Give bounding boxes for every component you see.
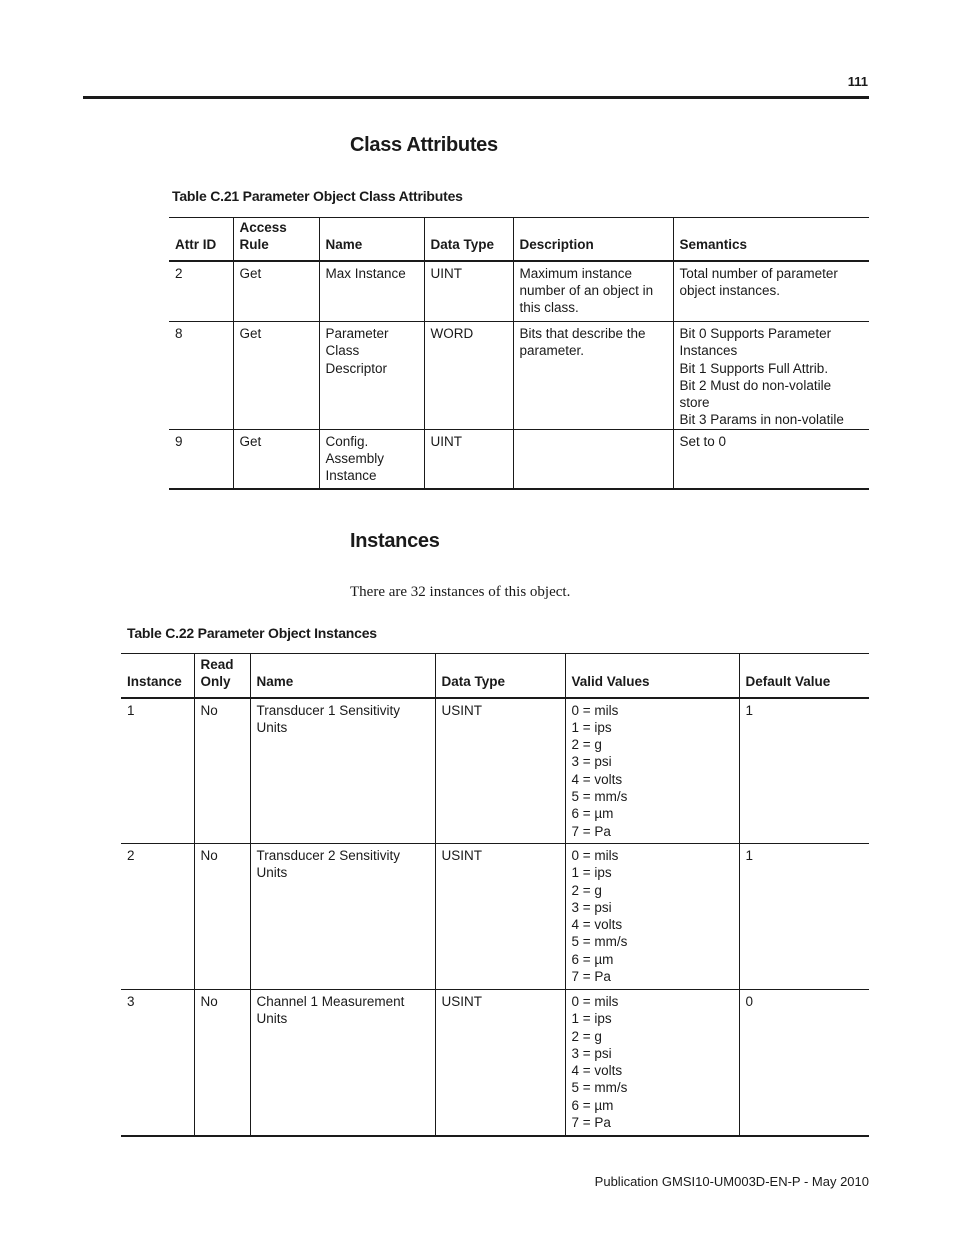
valid-value: 6 = µm bbox=[571, 951, 614, 967]
data-type-cell: USINT bbox=[435, 698, 565, 844]
name-cell: Config. Assembly Instance bbox=[319, 429, 424, 489]
header-cell: Read Only bbox=[194, 654, 250, 698]
semantics-line: Total number of parameter object instances. bbox=[679, 265, 838, 298]
table-row bbox=[121, 698, 869, 844]
description-cell: Bits that describe the parameter. bbox=[513, 322, 673, 430]
header-cell: Valid Values bbox=[565, 654, 739, 698]
valid-value: 5 = mm/s bbox=[571, 1080, 628, 1096]
read-only-cell: No bbox=[194, 698, 250, 844]
access-rule-cell: Get bbox=[233, 322, 319, 430]
name-cell: Channel 1 Measurement Units bbox=[250, 990, 435, 1136]
class-attributes-heading: Class Attributes bbox=[350, 134, 498, 156]
valid-value: 0 = mils bbox=[571, 702, 619, 718]
valid-value: 1 = ips bbox=[571, 1011, 612, 1027]
attr-id-cell: 8 bbox=[175, 326, 183, 341]
valid-values-cell bbox=[565, 698, 739, 844]
instances-table bbox=[121, 653, 869, 1137]
valid-values-cell bbox=[565, 990, 739, 1136]
table-header-row bbox=[169, 218, 869, 261]
instance-cell: 1 bbox=[127, 702, 135, 718]
table-c22-caption: Table C.22 Parameter Object Instances bbox=[127, 625, 377, 641]
valid-value: 7 = Pa bbox=[571, 969, 611, 985]
description-cell bbox=[513, 429, 673, 489]
header-cell: Default Value bbox=[739, 654, 869, 698]
valid-value: 4 = volts bbox=[571, 771, 623, 787]
data-type-cell: UINT bbox=[424, 429, 513, 489]
header-cell: Attr ID bbox=[175, 237, 217, 253]
semantics-line: Bit 1 Supports Full Attrib. bbox=[679, 360, 829, 376]
valid-value: 7 = Pa bbox=[571, 823, 611, 839]
name-cell: Transducer 2 Sensitivity Units bbox=[250, 844, 435, 990]
name-cell: Parameter Class Descriptor bbox=[319, 322, 424, 430]
valid-values-cell bbox=[565, 844, 739, 990]
valid-value: 7 = Pa bbox=[571, 1115, 611, 1131]
attr-id-cell: 2 bbox=[175, 265, 183, 281]
valid-value: 4 = volts bbox=[571, 917, 623, 933]
default-value-cell: 0 bbox=[739, 990, 869, 1136]
data-type-cell: WORD bbox=[424, 322, 513, 430]
read-only-cell: No bbox=[194, 844, 250, 990]
access-rule-cell: Get bbox=[233, 429, 319, 489]
semantics-line: Bit 0 Supports Parameter Instances bbox=[679, 326, 832, 359]
data-type-cell: USINT bbox=[435, 844, 565, 990]
table-c21-caption: Table C.21 Parameter Object Class Attributes bbox=[172, 188, 463, 204]
header-cell: Name bbox=[319, 218, 424, 261]
valid-value: 5 = mm/s bbox=[571, 788, 628, 804]
table-header-row bbox=[121, 654, 869, 698]
valid-value: 1 = ips bbox=[571, 865, 612, 881]
header-cell: Data Type bbox=[435, 654, 565, 698]
description-cell: Maximum instance number of an object in this class. bbox=[513, 261, 673, 322]
valid-value: 0 = mils bbox=[571, 848, 619, 863]
instance-cell: 2 bbox=[127, 848, 135, 863]
valid-value: 4 = volts bbox=[571, 1063, 623, 1079]
semantics-cell bbox=[673, 429, 869, 489]
semantics-line: Bit 3 Params in non-volatile bbox=[679, 412, 844, 428]
header-cell: Access Rule bbox=[233, 218, 319, 261]
valid-value: 2 = g bbox=[571, 737, 602, 753]
header-cell: Semantics bbox=[673, 218, 869, 261]
table-row bbox=[169, 261, 869, 322]
header-cell: Name bbox=[250, 654, 435, 698]
publication-footer: Publication GMSI10-UM003D-EN-P - May 2010 bbox=[594, 1174, 869, 1189]
valid-value: 3 = psi bbox=[571, 754, 612, 770]
valid-value: 6 = µm bbox=[571, 1097, 614, 1113]
valid-value: 5 = mm/s bbox=[571, 934, 628, 950]
default-value-cell: 1 bbox=[739, 698, 869, 844]
instance-cell: 3 bbox=[127, 994, 135, 1009]
valid-value: 2 = g bbox=[571, 882, 602, 898]
instances-intro-text: There are 32 instances of this object. bbox=[350, 584, 571, 600]
table-row bbox=[121, 844, 869, 990]
access-rule-cell: Get bbox=[233, 261, 319, 322]
semantics-cell bbox=[673, 261, 869, 322]
page-number: 111 bbox=[847, 74, 868, 89]
valid-value: 3 = psi bbox=[571, 1045, 612, 1061]
name-cell: Transducer 1 Sensitivity Units bbox=[250, 698, 435, 844]
semantics-line: Bit 2 Must do non-volatile store bbox=[679, 377, 832, 411]
class-attributes-table bbox=[169, 217, 869, 490]
data-type-cell: USINT bbox=[435, 990, 565, 1136]
semantics-cell bbox=[673, 322, 869, 430]
valid-value: 6 = µm bbox=[571, 806, 614, 822]
table-row bbox=[169, 429, 869, 489]
attr-id-cell: 9 bbox=[175, 433, 183, 449]
read-only-cell: No bbox=[194, 990, 250, 1136]
header-cell: Description bbox=[513, 218, 673, 261]
semantics-line: Set to 0 bbox=[679, 433, 727, 449]
valid-value: 2 = g bbox=[571, 1028, 602, 1044]
table-row bbox=[121, 990, 869, 1136]
instances-heading: Instances bbox=[350, 530, 440, 552]
table-row bbox=[169, 322, 869, 430]
valid-value: 3 = psi bbox=[571, 899, 612, 915]
valid-value: 1 = ips bbox=[571, 719, 612, 735]
data-type-cell: UINT bbox=[424, 261, 513, 322]
name-cell: Max Instance bbox=[319, 261, 424, 322]
header-cell: Instance bbox=[127, 674, 182, 690]
valid-value: 0 = mils bbox=[571, 994, 619, 1009]
header-cell: Data Type bbox=[424, 218, 513, 261]
header-rule bbox=[83, 96, 869, 99]
default-value-cell: 1 bbox=[739, 844, 869, 990]
